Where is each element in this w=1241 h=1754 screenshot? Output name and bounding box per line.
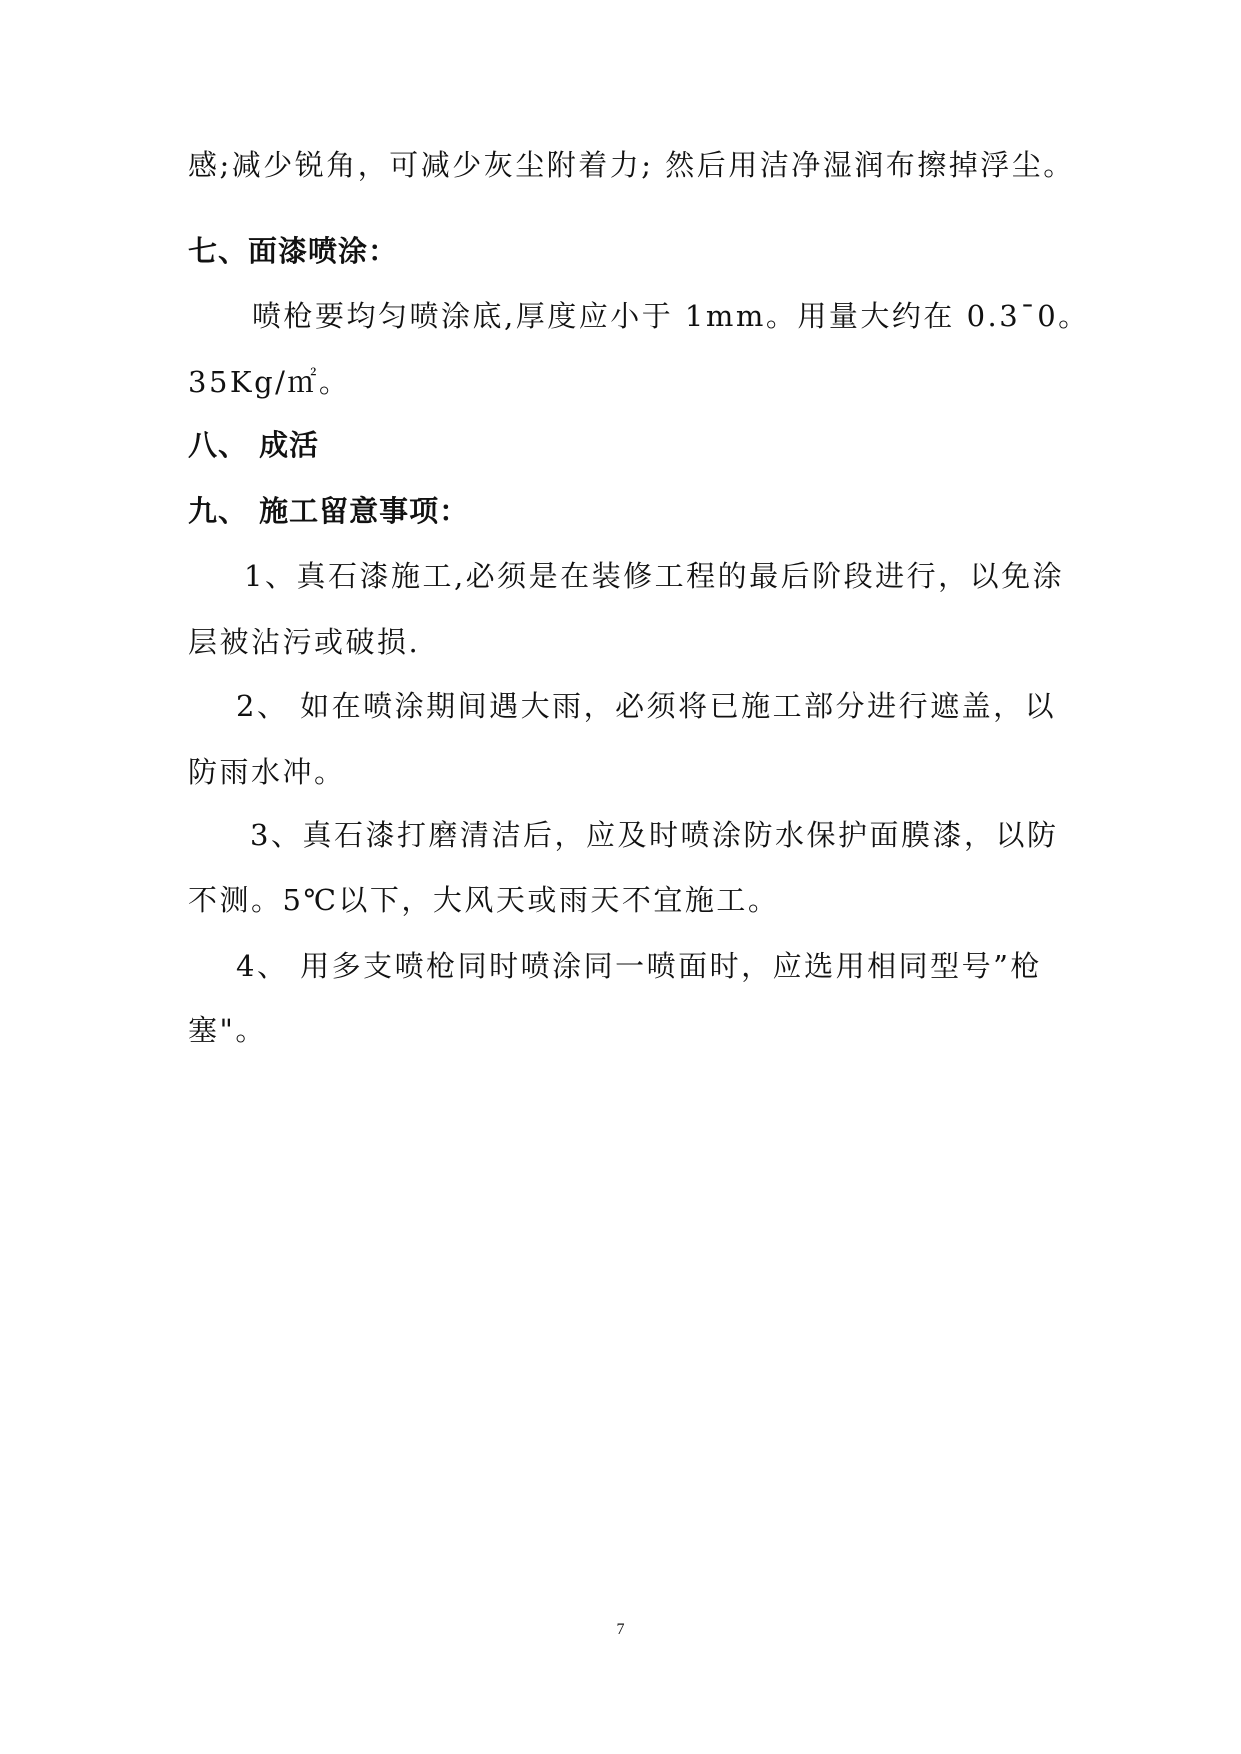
list-item-2: 2、 如在喷涂期间遇大雨，必须将已施工部分进行遮盖，以	[236, 689, 1057, 723]
body-text-line: 不测。5℃以下，大风天或雨天不宜施工。	[188, 883, 780, 917]
list-item-4: 4、 用多支喷枪同时喷涂同一喷面时，应选用相同型号”枪	[236, 949, 1042, 983]
body-text-line: 喷枪要均匀喷涂底,厚度应小于 1mm。用量大约在 0.3¯0。	[252, 299, 1090, 333]
list-item-1: 1、真石漆施工,必须是在装修工程的最后阶段进行，以免涂	[244, 559, 1065, 593]
section-heading-9: 九、 施工留意事项：	[188, 494, 470, 528]
body-text-line: 感;减少锐角，可减少灰尘附着力; 然后用洁净湿润布擦掉浮尘。	[188, 148, 1075, 182]
page-number: 7	[616, 1621, 625, 1638]
body-text-line: 塞"。	[188, 1013, 267, 1047]
section-heading-7: 七、面漆喷涂：	[188, 234, 399, 268]
list-item-3: 3、真石漆打磨清洁后，应及时喷涂防水保护面膜漆，以防	[250, 818, 1059, 852]
body-text-line: 防雨水冲。	[188, 755, 346, 789]
body-text-line: 层被沾污或破损.	[188, 625, 421, 659]
body-text-line: 35Kg/㎡。	[188, 365, 351, 399]
section-heading-8: 八、 成活	[188, 428, 320, 462]
